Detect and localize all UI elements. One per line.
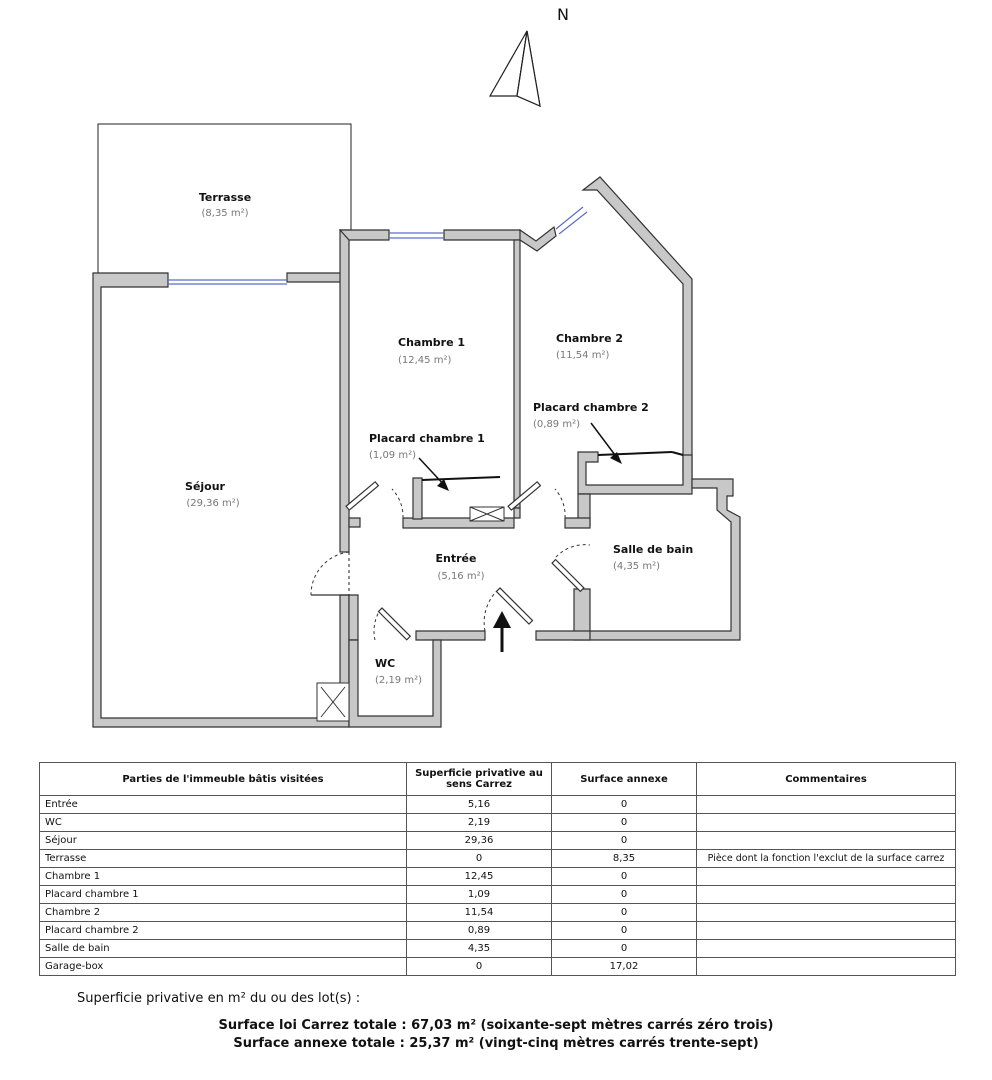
cell-annexe: 0: [552, 868, 697, 886]
cell-part: Chambre 1: [40, 868, 407, 886]
table-row: [40, 868, 956, 886]
room-label-chambre1: Chambre 1: [398, 336, 466, 349]
cell-carrez: 0: [407, 958, 552, 976]
cell-carrez: 0: [407, 850, 552, 868]
placard1-pointer-icon: [419, 458, 449, 491]
cell-carrez: 1,09: [407, 886, 552, 904]
north-arrow-icon: [490, 31, 540, 106]
surface-table: [39, 762, 956, 976]
door-sdb: [552, 545, 590, 592]
cell-carrez: 4,35: [407, 940, 552, 958]
cell-annexe: 0: [552, 940, 697, 958]
table-row: [40, 940, 956, 958]
room-area-chambre1: (12,45 m²): [398, 355, 452, 366]
table-row: [40, 958, 956, 976]
cell-part: Séjour: [40, 832, 407, 850]
living-room-right-wall: [340, 230, 349, 552]
cell-carrez: 0,89: [407, 922, 552, 940]
cell-carrez: 5,16: [407, 796, 552, 814]
room-area-sejour: (29,36 m²): [186, 498, 240, 509]
room-label-terrasse: Terrasse: [198, 191, 252, 204]
door-chambre1: [346, 482, 403, 518]
room-area-placard2: (0,89 m²): [533, 419, 580, 430]
door-sejour: [311, 552, 349, 595]
bathroom-walls: [574, 479, 740, 640]
cell-part: Chambre 2: [40, 904, 407, 922]
room-label-entree: Entrée: [435, 552, 477, 565]
cell-part: Salle de bain: [40, 940, 407, 958]
total-carrez: Surface loi Carrez totale : 67,03 m² (soixante-sept mètres carrés zéro trois): [218, 1018, 774, 1033]
cell-carrez: 2,19: [407, 814, 552, 832]
cell-comment: [697, 940, 956, 958]
cell-carrez: 29,36: [407, 832, 552, 850]
room-area-placard1: (1,09 m²): [369, 450, 416, 461]
cell-annexe: 0: [552, 832, 697, 850]
cell-part: Placard chambre 1: [40, 886, 407, 904]
room-area-chambre2: (11,54 m²): [556, 350, 610, 361]
header-annexe: Surface annexe: [552, 763, 697, 796]
table-row: [40, 814, 956, 832]
header-carrez: Superficie privative au sens Carrez: [407, 763, 552, 796]
cell-annexe: 17,02: [552, 958, 697, 976]
cell-part: Entrée: [40, 796, 407, 814]
cell-part: Garage-box: [40, 958, 407, 976]
cell-comment: [697, 904, 956, 922]
entry-walls: [349, 518, 360, 527]
table-row: [40, 850, 956, 868]
table-row: [40, 832, 956, 850]
table-row: [40, 904, 956, 922]
cell-part: Placard chambre 2: [40, 922, 407, 940]
header-commentaires: Commentaires: [697, 763, 956, 796]
room-area-wc: (2,19 m²): [375, 675, 422, 686]
room-label-wc: WC: [375, 657, 396, 670]
room-label-sejour: Séjour: [185, 480, 225, 493]
cell-annexe: 0: [552, 814, 697, 832]
room-area-sdb: (4,35 m²): [613, 561, 660, 572]
table-row: [40, 922, 956, 940]
cell-annexe: 0: [552, 904, 697, 922]
compass-label: N: [557, 5, 569, 24]
room-label-placard1: Placard chambre 1: [369, 432, 485, 445]
cell-comment: [697, 922, 956, 940]
door-wc: [374, 608, 410, 640]
cell-comment: [697, 868, 956, 886]
room-label-sdb: Salle de bain: [613, 543, 694, 556]
cell-comment: Pièce dont la fonction l'exclut de la surface carrez: [697, 850, 956, 868]
total-annexe: Surface annexe totale : 25,37 m² (vingt-cinq mètres carrés trente-sept): [233, 1036, 759, 1051]
cell-comment: [697, 796, 956, 814]
cell-annexe: 8,35: [552, 850, 697, 868]
cell-part: WC: [40, 814, 407, 832]
cell-annexe: 0: [552, 796, 697, 814]
table-row: [40, 796, 956, 814]
cell-part: Terrasse: [40, 850, 407, 868]
cell-comment: [697, 958, 956, 976]
cell-carrez: 12,45: [407, 868, 552, 886]
room-label-chambre2: Chambre 2: [556, 332, 624, 345]
cell-annexe: 0: [552, 922, 697, 940]
cell-comment: [697, 886, 956, 904]
cell-annexe: 0: [552, 886, 697, 904]
entrance-arrow-icon: [493, 611, 511, 652]
cell-carrez: 11,54: [407, 904, 552, 922]
header-parties: Parties de l'immeuble bâtis visitées: [40, 763, 407, 796]
room-area-entree: (5,16 m²): [437, 571, 485, 582]
table-header-row: [40, 763, 956, 796]
room-area-terrasse: (8,35 m²): [201, 208, 249, 219]
cell-comment: [697, 814, 956, 832]
cell-comment: [697, 832, 956, 850]
table-row: [40, 886, 956, 904]
summary-label: Superficie privative en m² du ou des lot(s) :: [77, 991, 361, 1006]
bedroom2-walls: [520, 227, 556, 251]
room-label-placard2: Placard chambre 2: [533, 401, 649, 414]
